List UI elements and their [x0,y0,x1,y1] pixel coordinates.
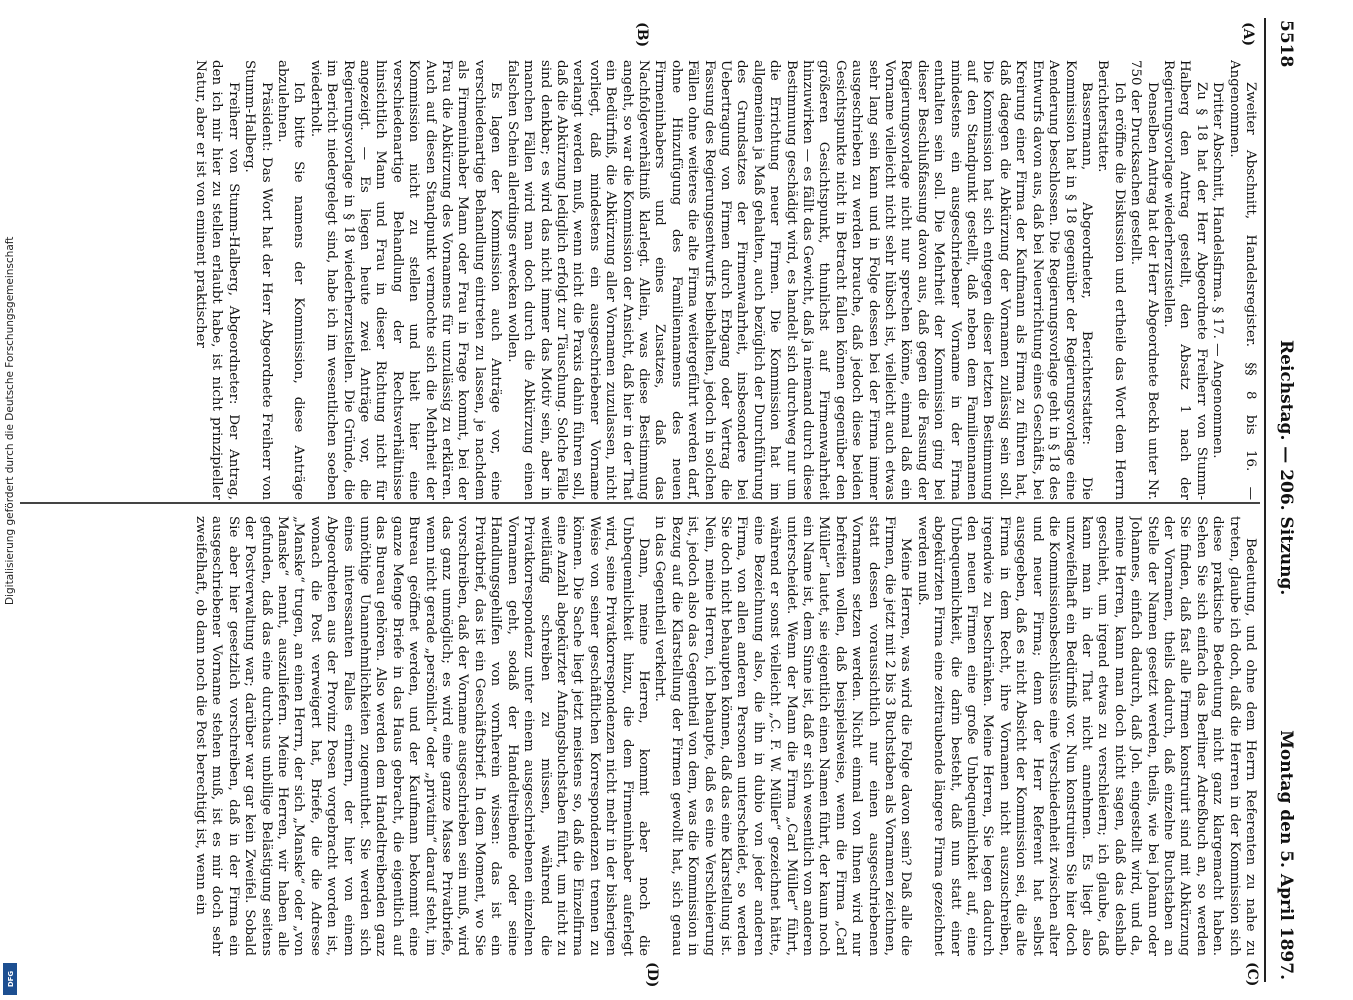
paragraph: Bedeutung, und ohne dem Herrn Referenten zu nahe zu treten, glaube ich doch, daß die Herren in der Kommission sich diese praktische Bedeutung nicht ganz klargemacht haben. Sehen Sie sich einfach das Berliner Adreßbuch an, so werden Sie finden, daß fast alle Firmen konstruirt sind mit Abkürzung der Vornamen, theils dadurch, daß einzelne Buchstaben an Stelle der Namen gesetzt werden, theils, wie bei Johann oder Johannes, einfach dadurch, daß Joh. eingestellt wird, und da, meine Herren, kann man doch nicht sagen, daß das deshalb geschieht, um irgend etwas zu verschleiern; ich glaube, daß kann man in der That nicht annehmen. Es liegt also unzweifelhaft ein Bedürfniß vor. Nun konstruiren Sie hier doch die Kommissionsbeschlüsse eine Verschiedenheit zwischen alter und neuer Firma; denn der Herr Referent hat selbst ausgegeben, daß es nicht Absicht der Kommission sei, die alte Firma in dem Recht, ihre Vornamen nicht auszuschreiben, irgendwie zu beschränken. Meine Herren, Sie legen dadurch den neuen Firmen eine große Unbequemlichkeit auf, eine Unbequemlichkeit, die darin besteht, daß nun statt einer abgekürzten Firma eine zeitraubende längere Firma gezeichnet werden muß. [914,516,1258,956]
margin-mark-a: (A) [1240,22,1256,47]
rotated-page [10,0,1300,1000]
right-column [28,516,1258,956]
paragraph: Bassermann, Abgeordneter, Berichterstatter: Die Kommission hat in § 18 gegenüber der Regierungsvorlage eine Aenderung beschlossen. Die Regierungsvorlage geht in § 18 des Entwurfs davon aus, daß bei Neuerrichtung eines Geschäfts, bei Kreirung einer Firma der Kaufmann als Firma zu führen hat, daß dagegen die Abkürzung der Vornamen zulässig sein soll. Die Kommission hat sich entgegen dieser letzten Bestimmung auf den Standpunkt gestellt, daß neben dem Familiennamen mindestens ein ausgeschriebener Vorname in der Firma enthalten sein soll. Die Mehrheit der Kommission ging bei dieser Beschlußfassung davon aus, daß gegen die Fassung der Regierungsvorlage nicht nur sprechen könne, einmal daß ein Vorname vielleicht nicht sehr hübsch ist, vielleicht auch etwas sehr lang sein kann und in Folge dessen bei der Firma immer ausgeschrieben zu werden brauche, daß jedoch diese beiden Gesichtspunkte nicht in Betracht fallen können gegenüber den größeren Gesichtspunkt, thunlichst auf Firmenwahrheit hinzuwirken — es fällt das Gewicht, daß ja niemand durch diese Bestimmung geschädigt wird, es handelt sich durchweg nur um die Errichtung neuer Firmen. Die Kommission hat im allgemeinen ja Maß gehalten, auch bezüglich der Durchführung des Grundsatzes der Firmenwahrheit, insbesondere bei Uebertragung von Firmen durch Erbgang oder Vertrag die Fassung des Regierungsentwurfs beibehalten, jedoch in solchen Fällen ohne weiteres die alte Firma weitergeführt werden darf, ohne Hinzufügung des Familiennamens des neuen Firmeninhabers und eines Zusatzes, daß das Nachfolgeverhältniß klarlegt. Allein, was diese Bestimmung angeht, so war die Kommission der Ansicht, daß hier in der That ein Bedürfniß, die Abkürzung aller Vornamen zuzulassen, nicht vorliegt, daß mindestens ein ausgeschriebener Vorname verlangt werden muß, wenn nicht die Praxis dahin führen soll, daß die Abkürzung lediglich erfolgt zur Täuschung. Solche Fälle sind denkbar; es wird das nicht immer das Motiv sein, aber in manchen Fällen wird man doch durch die Abkürzung einen falschen Schein allerdings erwecken wollen. [504,60,1094,500]
paragraph: Dann, meine Herren, kommt aber noch die Unbequemlichkeit hinzu, die dem Firmeninhaber auferlegt wird, seine Privatkorrespondenzen nicht mehr in der bisherigen Weise von seiner geschäftlichen Korrespondenzen trennen zu können. Die Sache liegt jetzt meistens so, daß die Einzelfirma eine Anzahl abgekürzter Anfangsbuchstaben führt, um nicht zu weitläufig schreiben zu müssen, während die Privatkorrespondenz unter einem ausgeschriebenen einzelnen Vornamen geht, sodaß der Handeltreibende oder seine Handlungsgehilfen von vornherein wissen: das ist ein Privatbrief, das ist ein Geschäftsbrief. In dem Moment, wo Sie vorschreiben, daß der Vorname ausgeschrieben sein muß, wird das ganz unmöglich; es wird eine ganze Masse Privatbriefe, wenn nicht gerade „persönlich“ oder „privatim“ darauf steht, im Bureau geöffnet werden, und der Kaufmann bekommt eine ganze Menge Briefe in das Haus gebracht, die eigentlich auf das Bureau gehören. Also werden dem Handeltreibenden ganz unnöthige Unannehmlichkeiten zugemuthet. Sie werden sich eines interessanten Falles erinnern, der hier von einem Abgeordneten aus der Provinz Posen vorgebracht worden ist, wonach die Post verweigert hat, Briefe, die die Adresse „Manske“ trugen, an einen Herrn, der sich „Manske“ oder „von Manske“ nennt, auszuliefern. Meine Herren, wir haben alle gefunden, daß das eine durchaus unbillige Belästigung seitens der Postverwaltung war; darüber war gar kein Zweifel. Sobald Sie aber hier gesetzlich vorschreiben, daß in der Firma ein ausgeschriebener Vorname stehen muß, ist es mir doch sehr zweifelhaft, ob dann noch die Post berechtigt ist, wenn ein [193,516,651,956]
page-title: Reichstag. — 206. Sitzung. [1276,340,1296,596]
digitization-credit: Digitalisierung gefördert durch die Deutsche Forschungsgemeinschaft [4,236,16,605]
margin-mark-c: (C) [1244,962,1260,987]
paragraph: Ich eröffne die Diskussion und ertheile das Wort dem Herrn Berichterstatter. [1095,60,1127,500]
left-column [28,60,1258,500]
paragraph: Präsident: Das Wort hat der Herr Abgeordnete Freiherr von Stumm-Halberg. [242,60,274,500]
page-number: 5518 [1276,20,1296,68]
paragraph: Freiherr von Stumm-Halberg, Abgeordneter: Der Antrag, den ich mir hier zu stellen erlaubt habe, ist nicht prinzipieller Natur, aber er ist von eminent praktischer [193,60,241,500]
paragraph: Ich bitte Sie namens der Kommission, diese Anträge abzulehnen. [275,60,307,500]
margin-mark-d: (D) [644,962,660,988]
page-date: Montag den 5. April 1897. [1276,730,1296,980]
header-rule [1264,18,1266,982]
dfg-logo: DFG [3,963,17,995]
paragraph: Denselben Antrag hat der Herr Abgeordnete Beckh unter Nr. 750 der Drucksachen gestellt. [1128,60,1160,500]
paragraph: Dritter Abschnitt, Handelsfirma. § 17. — Angenommen. [1210,82,1226,459]
page-header [1270,20,1296,980]
paragraph: Es lagen der Kommission auch Anträge vor, eine verschiedenartige Behandlung eintreten zu lassen, je nachdem als Firmeninhaber Mann oder Frau in Frage kommt, bei der Frau die Abkürzung des Vornamens für unzulässig zu erklären. Auch auf diesen Standpunkt vermochte sich die Mehrheit der Kommission nicht zu stellen und hielt hier eine verschiedenartige Behandlung der Rechtsverhältnisse hinsichtlich Mann und Frau in dieser Richtung nicht für angezeigt. — Es liegen heute zwei Anträge vor, die Regierungsvorlage in § 18 wiederherzustellen. Die Gründe, die im Bericht niedergelegt sind, habe ich im wesentlichen soeben wiederholt. [307,60,504,500]
paragraph: Zu § 18 hat der Herr Abgeordnete Freiherr von Stumm-Halberg den Antrag gestellt, den Absatz 1 nach der Regierungsvorlage wiederherzustellen. [1160,60,1209,500]
column-divider [20,502,1260,504]
paragraph: Zweiter Abschnitt, Handelsregister. §§ 8 bis 16. — Angenommen. [1226,60,1258,500]
margin-mark-b: (B) [634,22,650,48]
paragraph: Meine Herren, was wird die Folge davon sein? Daß alle die Firmen, die jetzt mit 2 bis 3 Buchstaben als Vornamen zeichnen, statt dessen voraussichtlich nur einen ausgeschriebenen Vornamen setzen werden. Nicht einmal von Ihnen wird nur befreiten wollen, daß beispielsweise, wenn die Firma „Carl Müller“ lautet, sie eigentlich einen Namen führt, der kaum noch ein Name ist, dem Sinne ist, daß er sich wesentlich von anderen unterscheidet. Wenn der Mann die Firma „Carl Müller“ führt, während er sonst vielleicht „C. F. W. Müller“ gezeichnet hätte, eine Bezeichnung also, die ihn in dubio von jeder anderen Firma, von allen anderen Personen unterscheidet, so werden Sie doch nicht behaupten können, daß das eine Klarstellung ist. Nein, meine Herren, ich behaupte, daß es eine Verschleierung ist, jedoch also das Gegentheil von dem, was die Kommission in Bezug auf die Klarstellung der Firmen gewollt hat, sich genau in das Gegentheil verkehrt. [652,516,914,956]
